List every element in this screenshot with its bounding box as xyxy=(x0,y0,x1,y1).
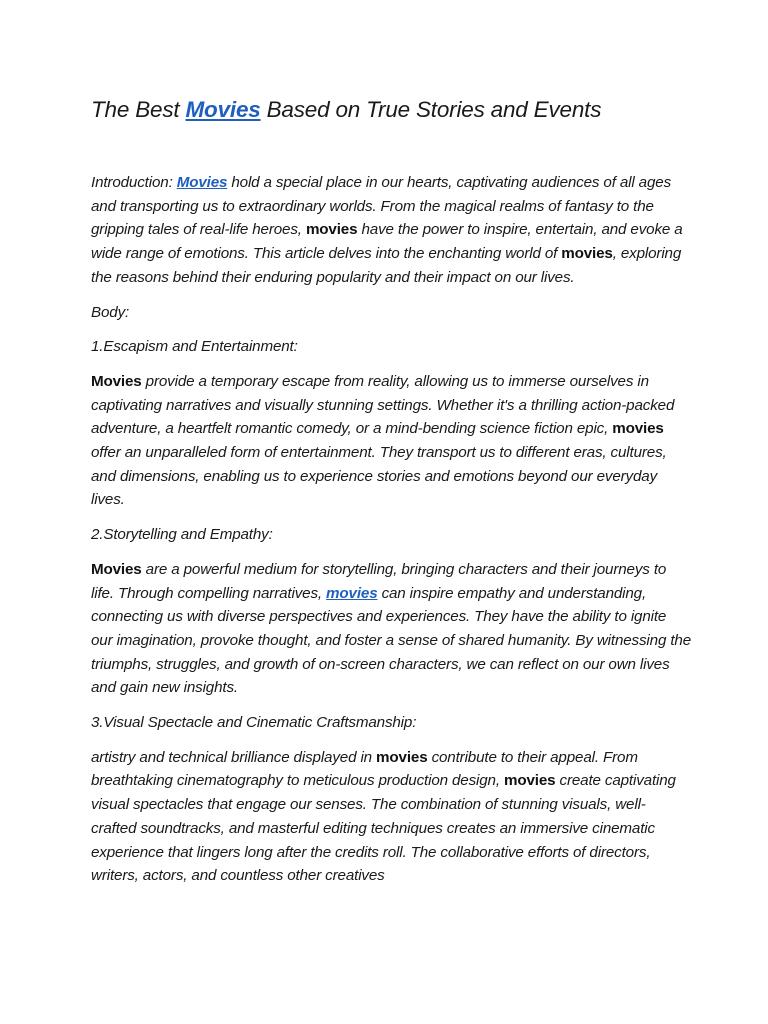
section-3-keyword-2: movies xyxy=(503,772,556,790)
section-2-keyword-1: Movies xyxy=(91,560,142,578)
section-3-paragraph xyxy=(91,746,691,888)
section-2-heading: 2.Storytelling and Empathy: xyxy=(91,526,273,544)
section-2-paragraph xyxy=(91,558,691,700)
section-3-text-2: contribute to their appeal. From breathtaking cinematography to meticulous production design, xyxy=(91,748,638,790)
intro-text-1: hold a special place in our hearts, captivating audiences of all ages and transporting us to extraordinary worlds. From the magical realms of fantasy to the gripping tales of real-life heroes, xyxy=(91,174,672,239)
section-1-text-1: provide a temporary escape from reality, allowing us to immerse ourselves in captivating narratives and visually stunning settings. Whether it's a thrilling action-packed adventure, a heartfelt romantic comedy, or a mind-bending science fiction epic, xyxy=(91,372,675,438)
section-3-text-3: create captivating visual spectacles that engage our senses. The combination of stunning visuals, well-crafted soundtracks, and masterful editing techniques creates an immersive cinematic experience that lingers long after the credits roll. The collaborative efforts of directors, writers, actors, and countless other creatives xyxy=(91,772,676,885)
section-2-text-1: are a powerful medium for storytelling, bringing characters and their journeys to life. Through compelling narratives, xyxy=(91,560,667,602)
section-2-movies-link[interactable]: movies xyxy=(326,584,378,602)
intro-keyword-1: movies xyxy=(305,221,358,239)
section-3-text-1: artistry and technical brilliance displayed in xyxy=(91,748,377,766)
intro-movies-link[interactable]: Movies xyxy=(176,174,228,191)
section-1-keyword-2: movies xyxy=(612,420,664,438)
section-2-text-2: can inspire empathy and understanding, connecting us with diverse perspectives and experiences. They have the ability to ignite our imagination, provoke thought, and foster a sense of shared humanity. By witnessing the triumphs, struggles, and growth of on-screen characters, we can reflect on our own lives and gain new insights. xyxy=(91,584,691,697)
section-1-heading: 1.Escapism and Entertainment: xyxy=(91,338,298,356)
intro-label: Introduction: xyxy=(91,174,177,191)
page-title xyxy=(91,96,691,124)
intro-text-3: , exploring the reasons behind their enduring popularity and their impact on our lives. xyxy=(91,245,682,286)
intro-paragraph xyxy=(91,171,691,290)
section-1-keyword-1: Movies xyxy=(91,372,142,390)
intro-text-2: have the power to inspire, entertain, and evoke a wide range of emotions. This article delves into the enchanting world of xyxy=(91,221,683,263)
section-1-text-2: offer an unparalleled form of entertainment. They transport us to different eras, cultures, and dimensions, enabling us to experience stories and emotions beyond our everyday lives. xyxy=(91,444,667,509)
title-movies-link[interactable]: Movies xyxy=(185,97,261,122)
title-post: Based on True Stories and Events xyxy=(260,97,602,122)
section-3-heading: 3.Visual Spectacle and Cinematic Craftsmanship: xyxy=(91,714,417,732)
section-3-keyword-1: movies xyxy=(376,748,428,766)
body-label: Body: xyxy=(91,303,130,321)
document-page xyxy=(91,0,691,888)
title-pre: The Best xyxy=(91,97,186,122)
intro-keyword-2: movies xyxy=(561,245,613,263)
section-1-paragraph xyxy=(91,370,691,512)
